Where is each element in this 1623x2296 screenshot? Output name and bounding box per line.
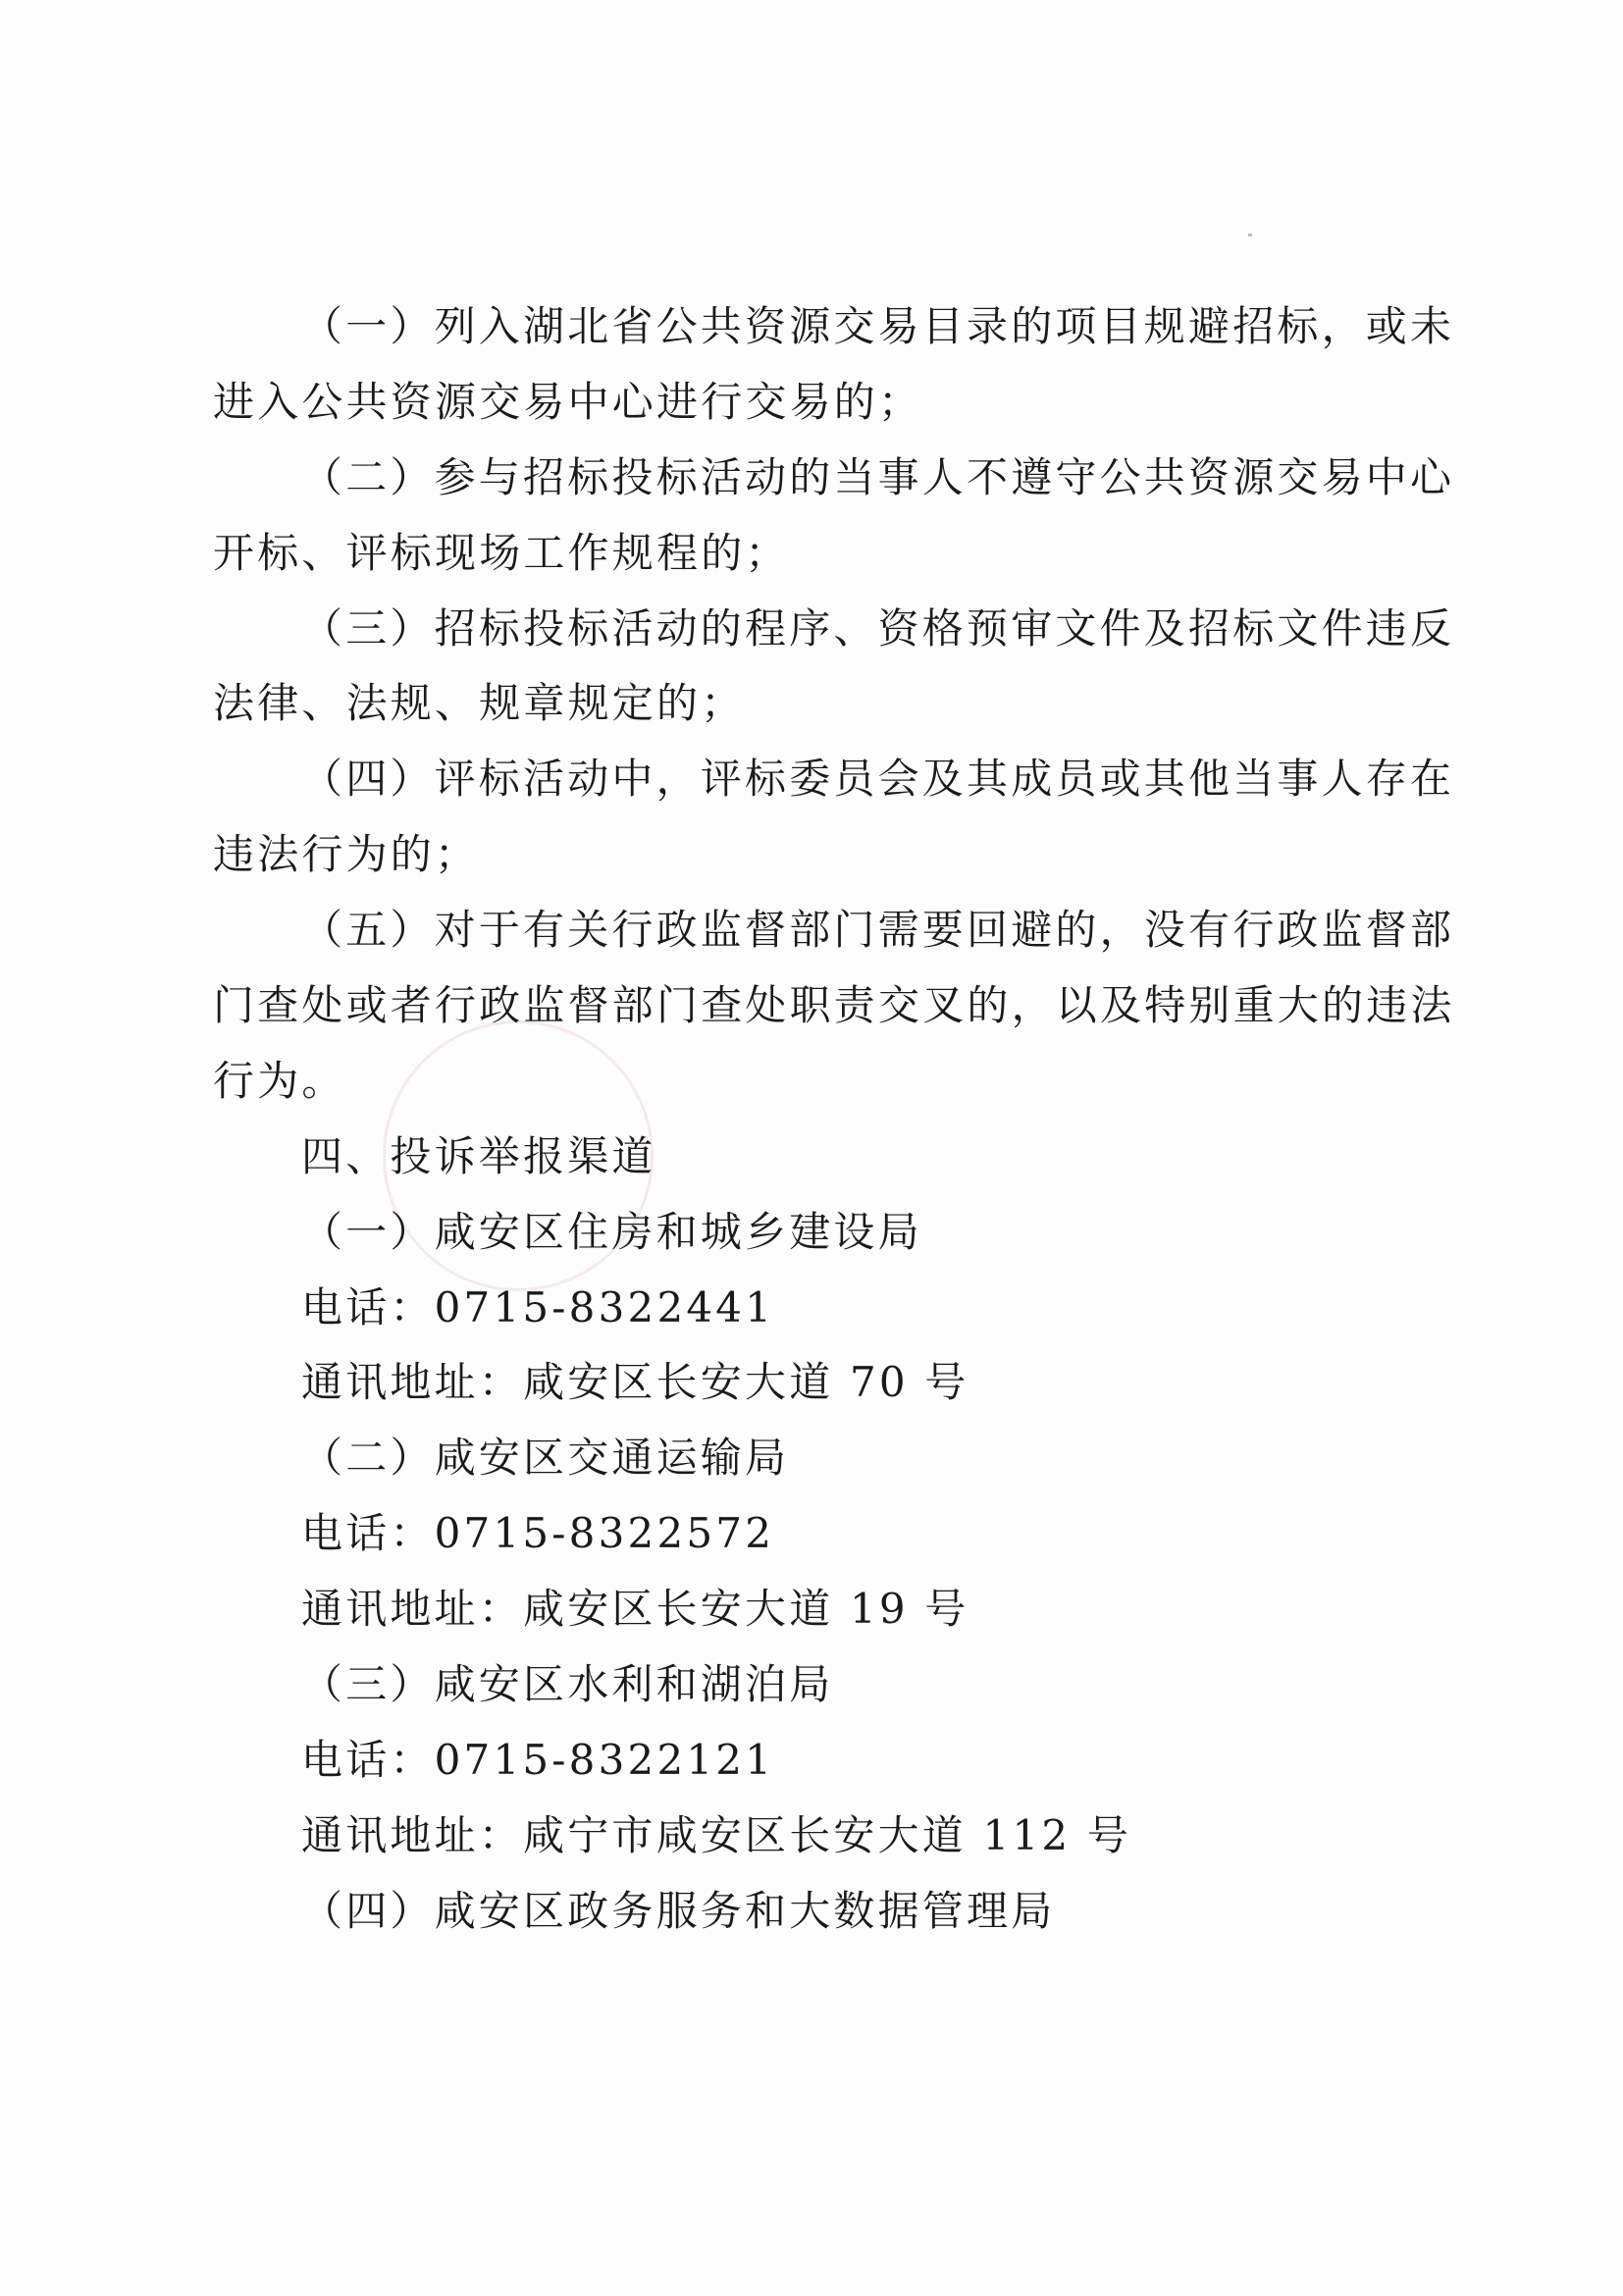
channel-2-name: （二）咸安区交通运输局: [301, 1434, 790, 1483]
section-title: 四、投诉举报渠道: [301, 1131, 656, 1180]
paragraph-2-line-2: 开标、评标现场工作规程的；: [213, 528, 790, 577]
channel-4-name: （四）咸安区政务服务和大数据管理局: [301, 1886, 1056, 1935]
channel-3-name: （三）咸安区水利和湖泊局: [301, 1660, 834, 1709]
channel-2-address: 通讯地址：咸安区长安大道 19 号: [301, 1585, 969, 1634]
paragraph-4-line-1: （四）评标活动中，评标委员会及其成员或其他当事人存在: [301, 755, 1455, 804]
paragraph-5-line-2: 门查处或者行政监督部门查处职责交叉的，以及特别重大的违法: [213, 981, 1455, 1030]
channel-3-address: 通讯地址：咸宁市咸安区长安大道 112 号: [301, 1810, 1132, 1859]
scan-speck: [1248, 234, 1252, 236]
paragraph-1-line-1: （一）列入湖北省公共资源交易目录的项目规避招标，或未: [301, 302, 1455, 350]
paragraph-1-line-2: 进入公共资源交易中心进行交易的；: [213, 377, 923, 426]
paragraph-3-line-1: （三）招标投标活动的程序、资格预审文件及招标文件违反: [301, 603, 1455, 652]
channel-1-address: 通讯地址：咸安区长安大道 70 号: [301, 1358, 969, 1407]
paragraph-5-line-3: 行为。: [213, 1056, 346, 1105]
channel-3-phone: 电话：0715-8322121: [301, 1735, 775, 1784]
document-body: [213, 289, 1455, 1950]
paragraph-2-line-1: （二）参与招标投标活动的当事人不遵守公共资源交易中心: [301, 452, 1455, 501]
paragraph-3-line-2: 法律、法规、规章规定的；: [213, 679, 746, 728]
channel-1-phone: 电话：0715-8322441: [301, 1282, 775, 1331]
channel-1-name: （一）咸安区住房和城乡建设局: [301, 1207, 922, 1256]
paragraph-4-line-2: 违法行为的；: [213, 830, 480, 879]
paragraph-5-line-1: （五）对于有关行政监督部门需要回避的，没有行政监督部: [301, 906, 1455, 955]
channel-2-phone: 电话：0715-8322572: [301, 1509, 775, 1558]
